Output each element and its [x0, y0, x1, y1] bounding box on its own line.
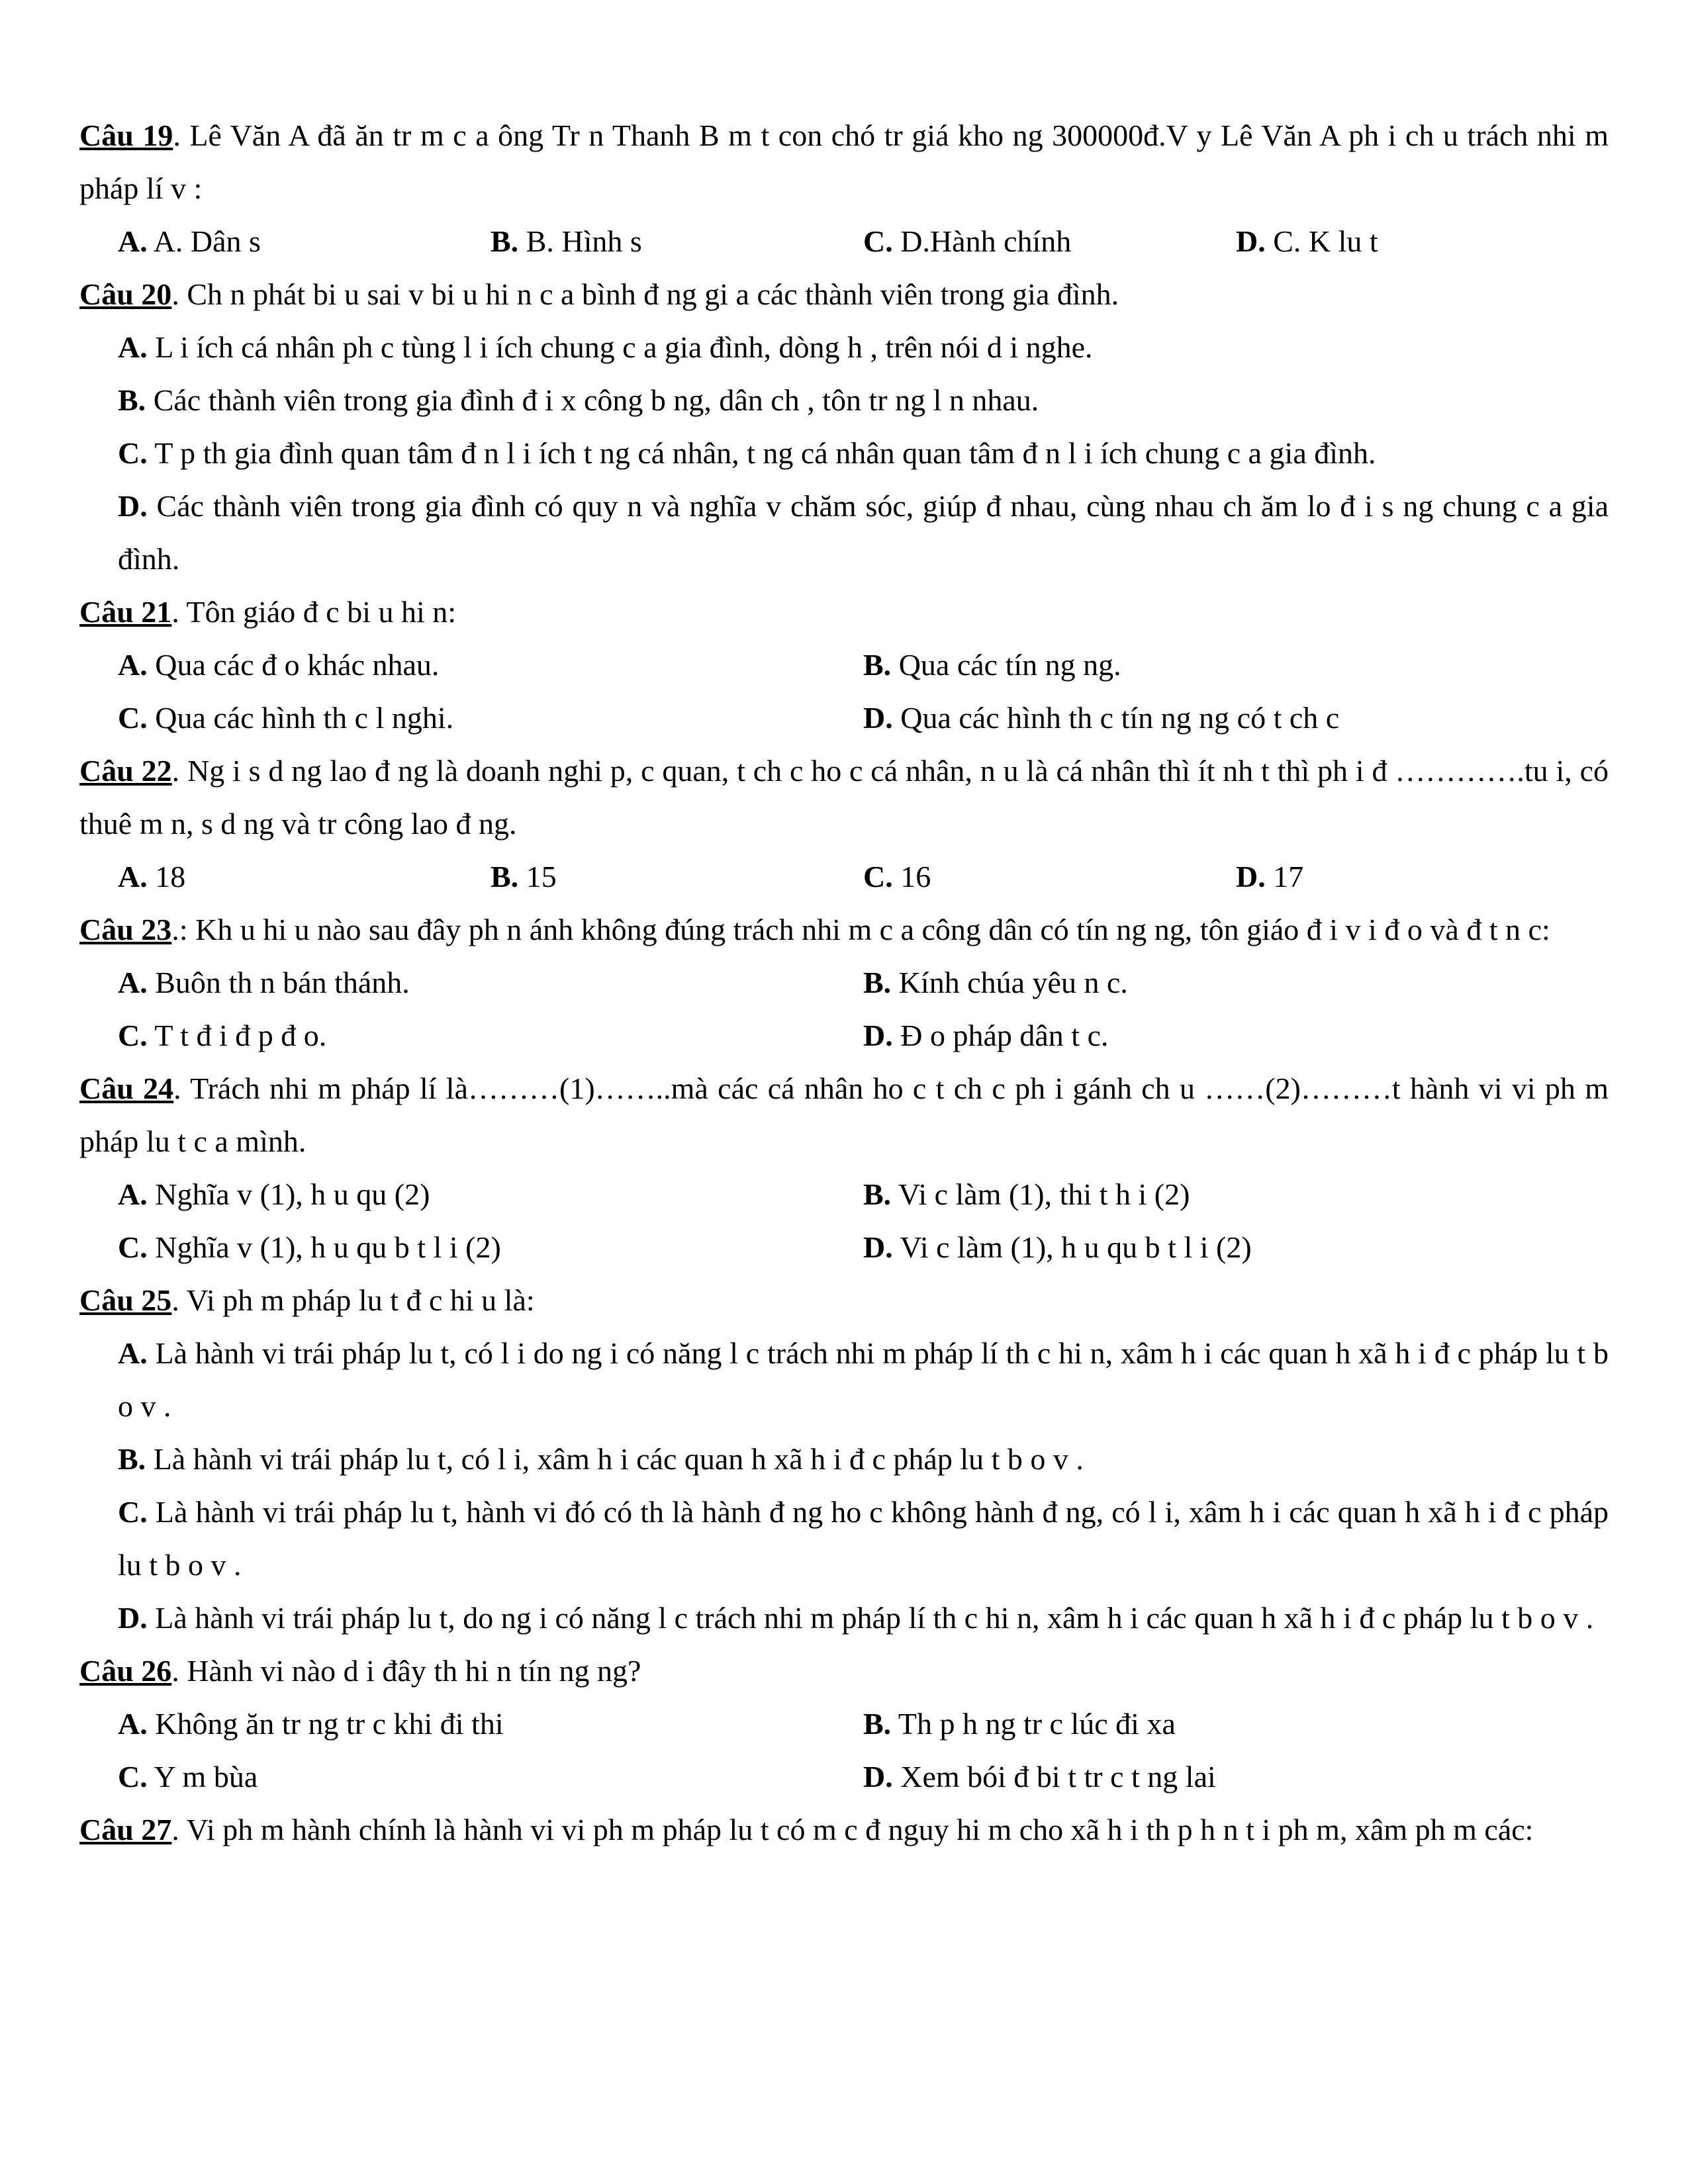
option-text: Các thành viên trong gia đình có quy n và nghĩa v chăm sóc, giúp đ nhau, cùng nhau ch ăm lo đ i s ng chung c a gia đình. — [118, 489, 1609, 576]
answer-option — [118, 692, 863, 745]
question-block — [79, 268, 1609, 586]
question-block — [79, 903, 1609, 1062]
option-letter: D. — [118, 1601, 148, 1635]
option-text: Xem bói đ bi t tr c t ng lai — [892, 1760, 1216, 1794]
option-letter: C. — [118, 1230, 148, 1264]
option-text: Kính chúa yêu n c. — [891, 966, 1128, 999]
answer-option — [118, 1751, 863, 1803]
option-text: Là hành vi trái pháp lu t, có l i do ng i có năng l c trách nhi m pháp lí th c hi n, xâm h i các quan h xã h i đ c pháp lu t b o v . — [118, 1336, 1609, 1423]
answer-option — [863, 1009, 1609, 1062]
answer-option — [79, 480, 1609, 586]
answer-option — [491, 215, 863, 268]
option-text: Qua các hình th c l nghi. — [147, 701, 454, 735]
question-number: Câu 25 — [79, 1283, 172, 1317]
exam-page — [79, 109, 1609, 1856]
options-row — [79, 850, 1609, 903]
options-row — [79, 639, 1609, 692]
answer-option — [1236, 215, 1609, 268]
question-text: . Ch n phát bi u sai v bi u hi n c a bình đ ng gi a các thành viên trong gia đình. — [171, 277, 1119, 311]
option-text: Th p h ng tr c lúc đi xa — [891, 1707, 1176, 1741]
option-text: Là hành vi trái pháp lu t, do ng i có năng l c trách nhi m pháp lí th c hi n, xâm h i các quan h xã h i đ c pháp lu t b o v . — [147, 1601, 1594, 1635]
question-stem — [79, 1062, 1609, 1168]
question-number: Câu 26 — [79, 1654, 172, 1688]
answer-option — [863, 215, 1236, 268]
question-block — [79, 745, 1609, 903]
answer-option — [118, 1009, 863, 1062]
answer-option — [863, 1221, 1609, 1274]
question-text: . Hành vi nào d i đây th hi n tín ng ng? — [171, 1654, 641, 1688]
answer-option — [118, 215, 491, 268]
options-row — [79, 1751, 1609, 1803]
option-text: L i ích cá nhân ph c tùng l i ích chung c a gia đình, dòng h , trên nói d i nghe. — [147, 330, 1093, 364]
options-row — [79, 215, 1609, 268]
question-block — [79, 1803, 1609, 1856]
question-number: Câu 27 — [79, 1813, 172, 1846]
option-letter: A. — [118, 648, 148, 682]
answer-option — [118, 1698, 863, 1751]
answer-option — [863, 850, 1236, 903]
option-letter: D. — [863, 1019, 893, 1052]
options-row — [79, 1009, 1609, 1062]
answer-option — [863, 639, 1609, 692]
option-text: Qua các hình th c tín ng ng có t ch c — [892, 701, 1340, 735]
answer-option — [118, 956, 863, 1009]
question-number: Câu 19 — [79, 118, 173, 152]
question-number: Câu 22 — [79, 754, 172, 788]
answer-option — [79, 1327, 1609, 1433]
option-text: A. Dân s — [147, 224, 261, 258]
option-letter: B. — [863, 648, 892, 682]
option-letter: B. — [863, 1707, 892, 1741]
question-text: . Lê Văn A đã ăn tr m c a ông Tr n Thanh B m t con chó tr giá kho ng 300000đ.V y Lê Văn A ph i ch u trách nhi m pháp lí v : — [79, 118, 1609, 205]
option-text: Vi c làm (1), h u qu b t l i (2) — [892, 1230, 1252, 1264]
answer-option — [118, 1221, 863, 1274]
option-text: 18 — [147, 860, 186, 893]
question-block — [79, 586, 1609, 745]
option-letter: C. — [118, 436, 148, 470]
answer-option — [79, 1592, 1609, 1645]
question-text: . Trách nhi m pháp lí là………(1)……..mà các cá nhân ho c t ch c ph i gánh ch u ……(2)………t hành vi vi ph m pháp lu t c a mình. — [79, 1071, 1609, 1158]
option-letter: B. — [491, 224, 519, 258]
answer-option — [79, 1433, 1609, 1486]
answer-option — [863, 1698, 1609, 1751]
option-text: 17 — [1265, 860, 1304, 893]
option-letter: B. — [863, 966, 892, 999]
question-block — [79, 109, 1609, 268]
option-letter: D. — [1236, 860, 1266, 893]
option-letter: B. — [118, 383, 146, 417]
option-text: T t đ i đ p đ o. — [147, 1019, 327, 1052]
question-stem — [79, 1803, 1609, 1856]
question-text: .: Kh u hi u nào sau đây ph n ánh không đúng trách nhi m c a công dân có tín ng ng, tôn giáo đ i v i đ o và đ t n c: — [171, 913, 1550, 946]
option-letter: D. — [863, 701, 893, 735]
question-text: . Vi ph m hành chính là hành vi vi ph m pháp lu t có m c đ nguy hi m cho xã h i th p h n t i ph m, xâm ph m các: — [171, 1813, 1534, 1846]
option-letter: A. — [118, 330, 148, 364]
options-row — [79, 1168, 1609, 1221]
option-text: Đ o pháp dân t c. — [892, 1019, 1109, 1052]
option-letter: D. — [863, 1230, 893, 1264]
options-row — [79, 692, 1609, 745]
option-letter: A. — [118, 1336, 148, 1370]
answer-option — [118, 850, 491, 903]
option-text: Buôn th n bán thánh. — [147, 966, 410, 999]
option-letter: D. — [863, 1760, 893, 1794]
question-stem — [79, 586, 1609, 639]
answer-option — [79, 321, 1609, 374]
option-letter: D. — [1236, 224, 1266, 258]
option-letter: C. — [863, 860, 893, 893]
option-letter: A. — [118, 1177, 148, 1211]
option-text: Qua các đ o khác nhau. — [147, 648, 440, 682]
answer-option — [118, 1168, 863, 1221]
option-text: T p th gia đình quan tâm đ n l i ích t ng cá nhân, t ng cá nhân quan tâm đ n l i ích chung c a gia đình. — [147, 436, 1376, 470]
option-letter: A. — [118, 224, 148, 258]
question-number: Câu 21 — [79, 595, 172, 629]
option-text: Là hành vi trái pháp lu t, có l i, xâm h i các quan h xã h i đ c pháp lu t b o v . — [146, 1442, 1084, 1476]
option-text: Là hành vi trái pháp lu t, hành vi đó có th là hành đ ng ho c không hành đ ng, có l i, xâm h i các quan h xã h i đ c pháp lu t b o v . — [118, 1495, 1609, 1582]
question-text: . Ng i s d ng lao đ ng là doanh nghi p, c quan, t ch c ho c cá nhân, n u là cá nhân thì ít nh t thì ph i đ ………….tu i, có thuê m n, s d ng và tr công lao đ ng. — [79, 754, 1609, 841]
question-text: . Vi ph m pháp lu t đ c hi u là: — [171, 1283, 535, 1317]
question-stem — [79, 109, 1609, 215]
option-letter: C. — [118, 701, 148, 735]
question-stem — [79, 268, 1609, 321]
option-letter: B. — [863, 1177, 892, 1211]
question-number: Câu 24 — [79, 1071, 174, 1105]
option-letter: A. — [118, 1707, 148, 1741]
option-text: 16 — [892, 860, 931, 893]
option-text: Các thành viên trong gia đình đ i x công b ng, dân ch , tôn tr ng l n nhau. — [146, 383, 1039, 417]
option-text: 15 — [518, 860, 557, 893]
options-row — [79, 1221, 1609, 1274]
option-letter: B. — [118, 1442, 146, 1476]
option-text: Qua các tín ng ng. — [891, 648, 1121, 682]
answer-option — [118, 639, 863, 692]
question-block — [79, 1062, 1609, 1274]
option-letter: C. — [118, 1760, 148, 1794]
answer-option — [863, 1168, 1609, 1221]
answer-option — [863, 1751, 1609, 1803]
options-row — [79, 956, 1609, 1009]
option-letter: B. — [491, 860, 519, 893]
answer-option — [863, 956, 1609, 1009]
option-letter: C. — [118, 1019, 148, 1052]
answer-option — [79, 1486, 1609, 1592]
question-block — [79, 1274, 1609, 1645]
option-text: C. K lu t — [1265, 224, 1378, 258]
option-text: Nghĩa v (1), h u qu (2) — [147, 1177, 430, 1211]
options-row — [79, 1698, 1609, 1751]
option-letter: C. — [118, 1495, 148, 1529]
option-text: D.Hành chính — [892, 224, 1072, 258]
option-text: B. Hình s — [518, 224, 642, 258]
option-text: Không ăn tr ng tr c khi đi thi — [147, 1707, 504, 1741]
option-text: Vi c làm (1), thi t h i (2) — [891, 1177, 1190, 1211]
option-letter: A. — [118, 860, 148, 893]
answer-option — [863, 692, 1609, 745]
question-number: Câu 20 — [79, 277, 172, 311]
question-number: Câu 23 — [79, 913, 172, 946]
answer-option — [79, 427, 1609, 480]
option-letter: D. — [118, 489, 148, 523]
question-stem — [79, 1645, 1609, 1698]
option-letter: A. — [118, 966, 148, 999]
question-stem — [79, 1274, 1609, 1327]
question-stem — [79, 903, 1609, 956]
answer-option — [491, 850, 863, 903]
answer-option — [79, 374, 1609, 427]
option-text: Nghĩa v (1), h u qu b t l i (2) — [147, 1230, 501, 1264]
option-letter: C. — [863, 224, 893, 258]
option-text: Y m bùa — [147, 1760, 258, 1794]
answer-option — [1236, 850, 1609, 903]
question-text: . Tôn giáo đ c bi u hi n: — [171, 595, 457, 629]
question-block — [79, 1645, 1609, 1803]
question-stem — [79, 745, 1609, 850]
